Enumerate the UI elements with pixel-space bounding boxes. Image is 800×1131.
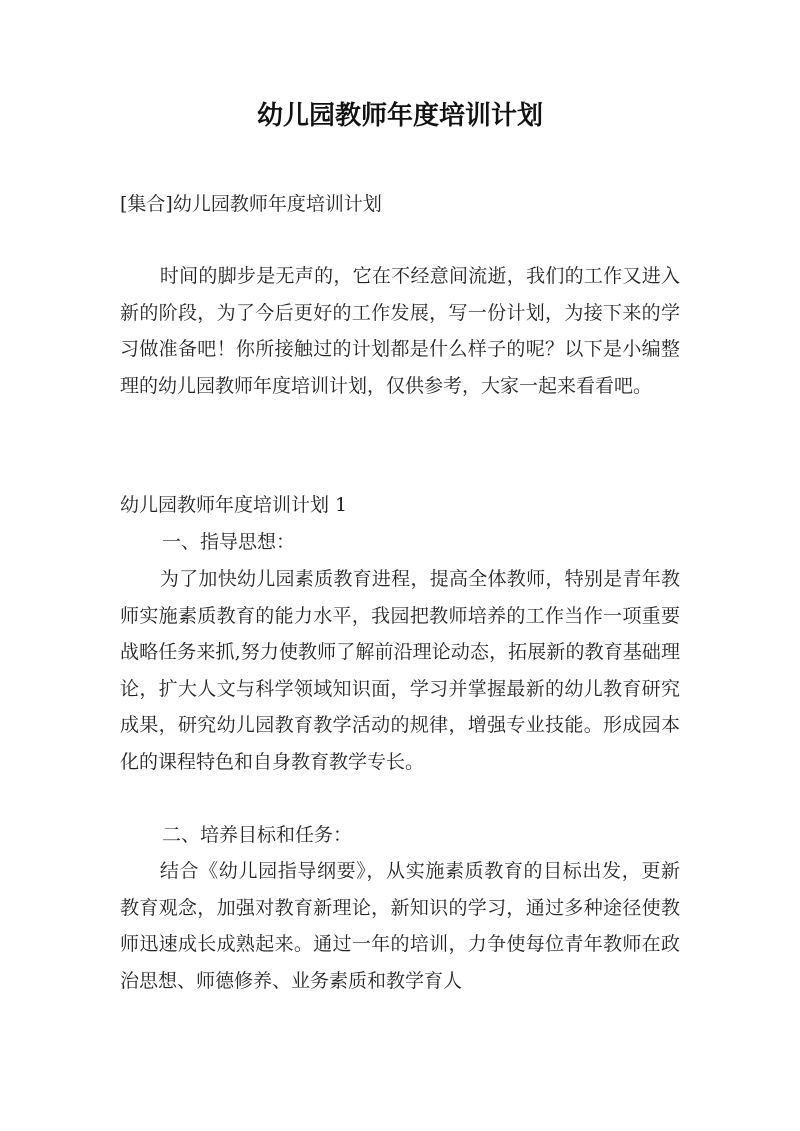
paragraph-guiding-ideology: 为了加快幼儿园素质教育进程，提高全体教师，特别是青年教师实施素质教育的能力水平，我园把教师培养的工作当作一项重要战略任务来抓,努力使教师了解前沿理论动态，拓展新的教育基础理论，扩大人文与科学领域知识面，学习并掌握最新的幼儿教育研究成果，研究幼儿园教育教学活动的规律，增强专业技能。形成园本化的课程特色和自身教育教学专长。: [120, 568, 680, 773]
section-title: 幼儿园教师年度培训计划 1: [120, 494, 348, 516]
intro-paragraph: 时间的脚步是无声的，它在不经意间流逝，我们的工作又进入新的阶段，为了今后更好的工作发展，写一份计划，为接下来的学习做准备吧！你所接触过的计划都是什么样子的呢？以下是小编整理的幼儿园教师年度培训计划，仅供参考，大家一起来看看吧。: [120, 265, 680, 397]
document-subtitle: [集合]幼儿园教师年度培训计划: [120, 193, 382, 215]
page-title: 幼儿园教师年度培训计划: [256, 101, 543, 131]
heading-training-goals: 二、培养目标和任务：: [162, 824, 353, 846]
paragraph-training-goals: 结合《幼儿园指导纲要》，从实施素质教育的目标出发，更新教育观念，加强对教育新理论，新知识的学习，通过多种途径使教师迅速成长成熟起来。通过一年的培训，力争使每位青年教师在政治思想、师德修养、业务素质和教学育人: [120, 860, 680, 992]
heading-guiding-ideology: 一、指导思想：: [162, 531, 296, 553]
